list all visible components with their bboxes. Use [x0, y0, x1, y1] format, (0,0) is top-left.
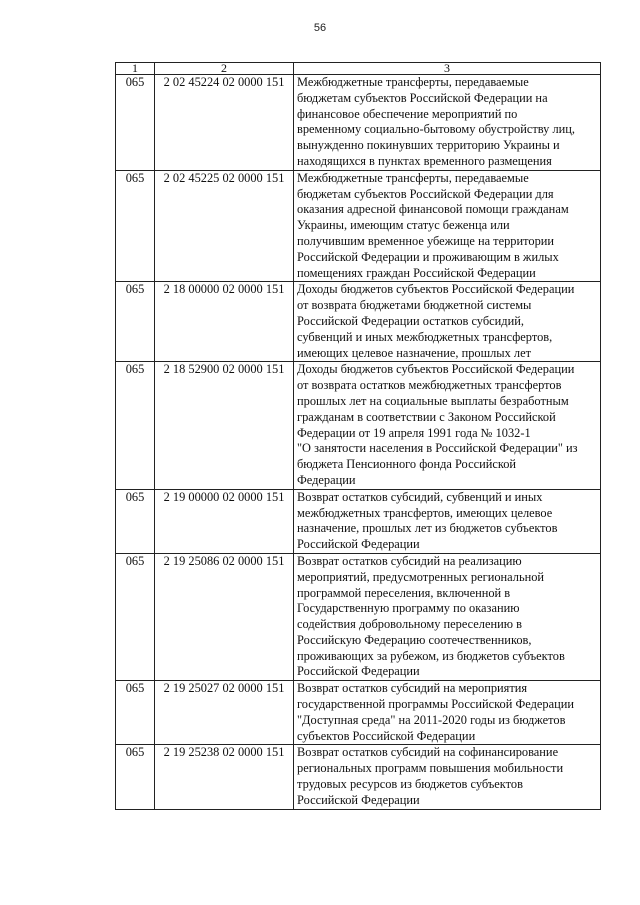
admin-code-cell: 065: [116, 170, 155, 282]
description-line: Возврат остатков субсидий на реализацию: [297, 553, 522, 568]
description-cell: [294, 282, 601, 362]
admin-code-cell: 065: [116, 75, 155, 171]
description-line: Российской Федерации: [297, 664, 420, 679]
description-cell: [294, 489, 601, 553]
header-row: [116, 63, 601, 75]
admin-code-cell: 065: [116, 489, 155, 553]
description-cell: [294, 745, 601, 809]
table-row: [116, 362, 601, 489]
description-line: Возврат остатков субсидий, субвенций и иных: [297, 489, 543, 504]
description-line: от возврата бюджетами бюджетной системы: [297, 298, 532, 313]
admin-code-cell: 065: [116, 362, 155, 489]
description-line: временному социально-бытовому обустройству лиц,: [297, 122, 576, 137]
description-cell: [294, 170, 601, 282]
description-line: "О занятости населения в Российской Федерации" из: [297, 441, 578, 456]
table-row: [116, 75, 601, 171]
description-line: проживающих за рубежом, из бюджетов субъектов: [297, 648, 565, 663]
description-line: Федерации: [297, 472, 356, 487]
table-row: [116, 745, 601, 809]
description-line: финансовое обеспечение мероприятий по: [297, 106, 518, 121]
description-line: от возврата остатков межбюджетных трансфертов: [297, 378, 562, 393]
description-line: находящихся в пунктах временного размещения: [297, 153, 552, 168]
description-line: гражданам в соответствии с Законом Российской: [297, 409, 556, 424]
description-line: программой переселения, включенной в: [297, 585, 511, 600]
description-cell: [294, 553, 601, 680]
budget-code-cell: 2 19 25027 02 0000 151: [155, 681, 294, 745]
description-line: Доходы бюджетов субъектов Российской Федерации: [297, 282, 575, 297]
budget-code-cell: 2 19 25238 02 0000 151: [155, 745, 294, 809]
description-line: Межбюджетные трансферты, передаваемые: [297, 170, 529, 185]
description-line: получившим временное убежище на территории: [297, 233, 555, 248]
description-line: Федерации от 19 апреля 1991 года № 1032-1: [297, 425, 531, 440]
description-cell: [294, 681, 601, 745]
budget-code-cell: 2 02 45224 02 0000 151: [155, 75, 294, 171]
description-line: Возврат остатков субсидий на мероприятия: [297, 681, 528, 696]
budget-code-cell: 2 18 00000 02 0000 151: [155, 282, 294, 362]
description-line: Российской Федерации остатков субсидий,: [297, 313, 524, 328]
column-header-3: 3: [294, 63, 601, 75]
budget-code-cell: 2 02 45225 02 0000 151: [155, 170, 294, 282]
admin-code-cell: 065: [116, 282, 155, 362]
table-row: [116, 170, 601, 282]
description-line: Российскую Федерацию соотечественников,: [297, 632, 532, 647]
table-row: [116, 681, 601, 745]
admin-code-cell: 065: [116, 745, 155, 809]
description-line: Украины, имеющим статус беженца или: [297, 218, 510, 233]
description-line: вынужденно покинувших территорию Украины и: [297, 138, 560, 153]
description-line: Доходы бюджетов субъектов Российской Федерации: [297, 362, 575, 377]
description-line: назначение, прошлых лет из бюджетов субъектов: [297, 521, 558, 536]
description-line: имеющих целевое назначение, прошлых лет: [297, 345, 532, 360]
description-line: мероприятий, предусмотренных региональной: [297, 569, 545, 584]
description-line: Возврат остатков субсидий на софинансирование: [297, 745, 559, 760]
description-line: трудовых ресурсов из бюджетов субъектов: [297, 777, 523, 792]
budget-code-cell: 2 19 00000 02 0000 151: [155, 489, 294, 553]
table-row: [116, 282, 601, 362]
description-line: бюджетам субъектов Российской Федерации для: [297, 186, 554, 201]
description-line: Межбюджетные трансферты, передаваемые: [297, 75, 529, 89]
description-line: бюджета Пенсионного фонда Российской: [297, 457, 517, 472]
description-line: бюджетам субъектов Российской Федерации на: [297, 90, 548, 105]
description-line: помещениях граждан Российской Федерации: [297, 265, 536, 280]
description-line: Российской Федерации: [297, 792, 420, 807]
budget-code-cell: 2 19 25086 02 0000 151: [155, 553, 294, 680]
description-line: Российской Федерации: [297, 537, 420, 552]
description-line: прошлых лет на социальные выплаты безработным: [297, 393, 569, 408]
description-line: содействия добровольному переселению в: [297, 617, 522, 632]
description-cell: [294, 362, 601, 489]
description-line: Российской Федерации и проживающим в жилых: [297, 249, 559, 264]
description-line: субвенций и иных межбюджетных трансфертов,: [297, 329, 553, 344]
admin-code-cell: 065: [116, 553, 155, 680]
column-header-1: 1: [116, 63, 155, 75]
budget-code-cell: 2 18 52900 02 0000 151: [155, 362, 294, 489]
description-line: межбюджетных трансфертов, имеющих целевое: [297, 505, 553, 520]
column-header-2: 2: [155, 63, 294, 75]
description-line: региональных программ повышения мобильности: [297, 761, 564, 776]
budget-codes-table: [115, 62, 601, 810]
description-line: оказания адресной финансовой помощи гражданам: [297, 202, 569, 217]
admin-code-cell: 065: [116, 681, 155, 745]
description-line: "Доступная среда" на 2011-2020 годы из бюджетов: [297, 712, 566, 727]
table-row: [116, 489, 601, 553]
description-line: государственной программы Российской Федерации: [297, 697, 574, 712]
description-line: субъектов Российской Федерации: [297, 728, 476, 743]
table-row: [116, 553, 601, 680]
description-line: Государственную программу по оказанию: [297, 601, 520, 616]
page-number: 56: [313, 22, 327, 34]
description-cell: [294, 75, 601, 171]
